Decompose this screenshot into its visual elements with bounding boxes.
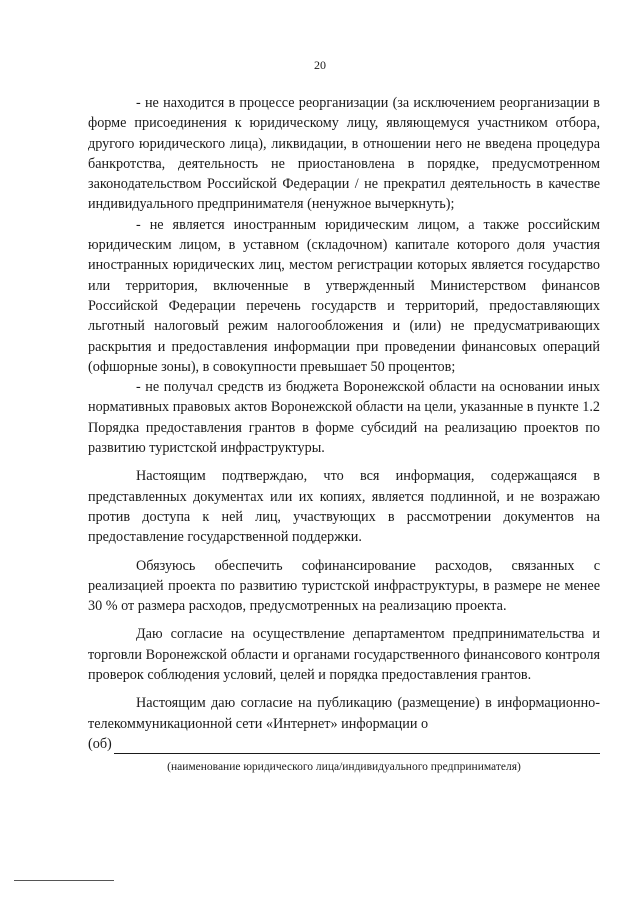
paragraph-reorganization: - не находится в процессе реорганизации (за исключением реорганизации в форме присоединения к юридическому лицу, являющемуся участником отбора, другого юридического лица), ликвидации, в отношении него не введена процедура банкротства, деятельность не приостановлена в порядке, предусмотренном законодательством Российской Федерации / не прекратил деятельность в качестве индивидуального предпринимателя (ненужное вычеркнуть); <box>88 95 600 213</box>
paragraph-publication-consent: Настоящим даю согласие на публикацию (размещение) в информационно-телекоммуникационной сети «Интернет» информации о <box>88 695 600 732</box>
page-number: 20 <box>314 58 326 72</box>
paragraph-budget-funds: - не получал средств из бюджета Воронежской области на основании иных нормативных правовых актов Воронежской области на цели, указанные в пункте 1.2 Порядка предоставления грантов в форме субсидий на реализацию проектов по развитию туристской инфраструктуры. <box>88 379 600 457</box>
paragraph-inspection-consent: Даю согласие на осуществление департаментом предпринимательства и торговли Воронежской области и органами государственного финансового контроля проверок соблюдения условий, целей и порядка предоставления грантов. <box>88 626 600 684</box>
fill-in-line <box>88 734 600 754</box>
fill-caption: (наименование юридического лица/индивидуального предпринимателя) <box>167 761 521 774</box>
footnote-separator <box>14 880 114 881</box>
document-body <box>88 93 600 775</box>
paragraph-confirmation: Настоящим подтверждаю, что вся информация, содержащаяся в представленных документах или их копиях, является подлинной, и не возражаю против доступа к ней лиц, участвующих в рассмотрении документов на предоставление государственной поддержки. <box>88 468 600 546</box>
fill-prefix: (об) <box>88 735 112 752</box>
paragraph-foreign-entity: - не является иностранным юридическим лицом, а также российским юридическим лицом, в уставном (складочном) капитале которого доля участия иностранных юридических лиц, местом регистрации которых является государство или территория, включенные в утвержденный Министерством финансов Российской Федерации перечень государств и территорий, предоставляющих льготный налоговый режим налогообложения и (или) не предусматривающих раскрытия и предоставления информации при проведении финансовых операций (офшорные зоны), в совокупности превышает 50 процентов; <box>88 216 600 375</box>
paragraph-cofinancing: Обязуюсь обеспечить софинансирование расходов, связанных с реализацией проекта по развитию туристской инфраструктуры, в размере не менее 30 % от размера расходов, предусмотренных на реализацию проекта. <box>88 557 600 615</box>
blank-underline <box>114 738 600 754</box>
